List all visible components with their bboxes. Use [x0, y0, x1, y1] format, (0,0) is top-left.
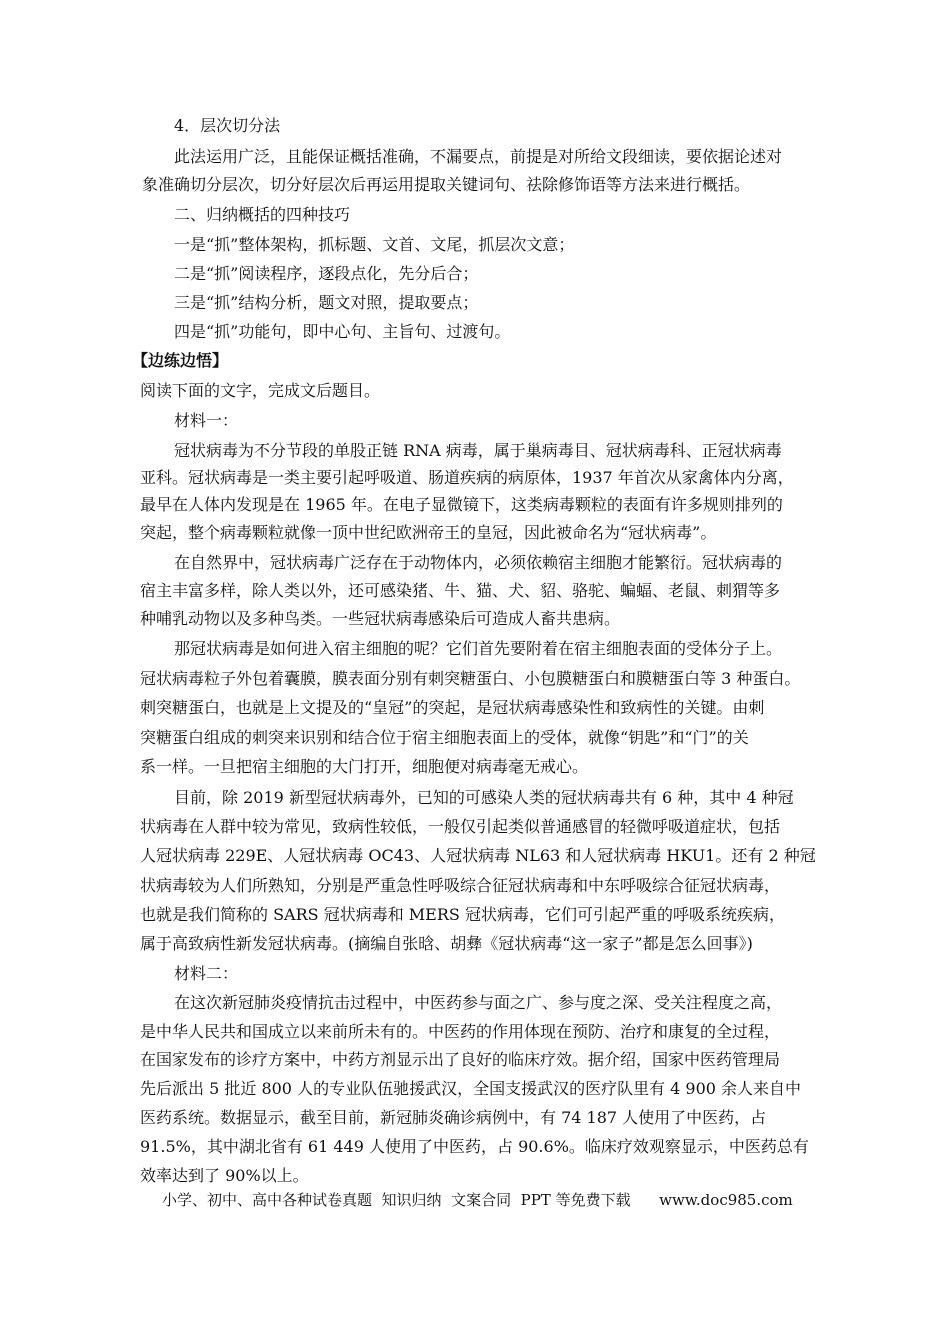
m1p4-line: 人冠状病毒 229E、人冠状病毒 OC43、人冠状病毒 NL63 和人冠状病毒 HKU1。还有 2 种冠	[140, 846, 816, 865]
m1p3-line: 突糖蛋白组成的刺突来识别和结合位于宿主细胞表面上的受体，就像“钥匙”和“门”的关	[140, 728, 749, 747]
m1p2-line: 在自然界中，冠状病毒广泛存在于动物体内，必须依赖宿主细胞才能繁衍。冠状病毒的	[174, 553, 783, 572]
m1p4-line: 状病毒在人群中较为常见，致病性较低，一般仅引起类似普通感冒的轻微呼吸道症状，包括	[140, 817, 781, 836]
m1p4-line: 目前，除 2019 新型冠状病毒外，已知的可感染人类的冠状病毒共有 6 种，其中 4 种冠	[174, 788, 794, 807]
techniques-heading: 二、归纳概括的四种技巧	[174, 205, 351, 224]
m2p1-line: 91.5%，其中湖北省有 61 449 人使用了中医药，占 90.6%。临床疗效观察显示，中医药总有	[140, 1137, 809, 1156]
m1p3-line: 那冠状病毒是如何进入宿主细胞的呢？它们首先要附着在宿主细胞表面的受体分子上。	[174, 639, 783, 658]
technique-item: 一是“抓”整体架构，抓标题、文首、文尾，抓层次文意；	[174, 235, 575, 254]
m1p1-line: 亚科。冠状病毒是一类主要引起呼吸道、肠道疾病的病原体，1937 年首次从家禽体内分离，	[140, 468, 794, 487]
material1-label: 材料一：	[174, 411, 239, 430]
technique-item: 三是“抓”结构分析，题文对照，提取要点；	[174, 293, 479, 312]
m1p4-line: 也就是我们简称的 SARS 冠状病毒和 MERS 冠状病毒，它们可引起严重的呼吸系统疾病，	[140, 905, 785, 924]
para1-line: 此法运用广泛，且能保证概括准确，不漏要点，前提是对所给文段细读，要依据论述对	[174, 147, 783, 166]
technique-item: 四是“抓”功能句，即中心句、主旨句、过渡句。	[174, 322, 511, 341]
m1p3-line: 刺突糖蛋白，也就是上文提及的“皇冠”的突起，是冠状病毒感染性和致病性的关键。由刺	[140, 698, 765, 717]
m1p3-line: 系一样。一旦把宿主细胞的大门打开，细胞便对病毒毫无戒心。	[140, 757, 589, 776]
m1p3-line: 冠状病毒粒子外包着囊膜，膜表面分别有刺突糖蛋白、小包膜糖蛋白和膜糖蛋白等 3 种蛋白。	[140, 669, 801, 688]
m2p1-line: 在国家发布的诊疗方案中，中药方剂显示出了良好的临床疗效。据介绍，国家中医药管理局	[140, 1050, 781, 1069]
m1p2-line: 种哺乳动物以及多种鸟类。一些冠状病毒感染后可造成人畜共患病。	[140, 609, 621, 628]
m1p4-line: 状病毒较为人们所熟知，分别是严重急性呼吸综合征冠状病毒和中东呼吸综合征冠状病毒，	[140, 876, 781, 895]
practice-heading: 【边练边悟】	[132, 351, 229, 370]
m1p4-line: 属于高致病性新发冠状病毒。(摘编自张晗、胡彝《冠状病毒“这一家子”都是怎么回事》)	[140, 934, 753, 953]
material2-label: 材料二：	[174, 964, 239, 983]
para1-line: 象准确切分层次，切分好层次后再运用提取关键词句、祛除修饰语等方法来进行概括。	[142, 175, 751, 194]
m1p2-line: 宿主丰富多样，除人类以外，还可感染猪、牛、猫、犬、貂、骆驼、蝙蝠、老鼠、刺猬等多	[140, 581, 781, 600]
m2p1-line: 是中华人民共和国成立以来前所未有的。中医药的作用体现在预防、治疗和康复的全过程，	[140, 1022, 781, 1041]
m1p1-line: 最早在人体内发现是在 1965 年。在电子显微镜下，这类病毒颗粒的表面有许多规则排列的	[140, 495, 783, 514]
page-footer: 小学、初中、高中各种试卷真题 知识归纳 文案合同 PPT 等免费下载 www.doc985.com	[162, 1191, 793, 1209]
m2p1-line: 效率达到了 90%以上。	[140, 1166, 309, 1185]
technique-item: 二是“抓”阅读程序，逐段点化，先分后合；	[174, 264, 479, 283]
m1p1-line: 冠状病毒为不分节段的单股正链 RNA 病毒，属于巢病毒目、冠状病毒科、正冠状病毒	[174, 441, 782, 460]
m2p1-line: 医药系统。数据显示，截至目前，新冠肺炎确诊病例中，有 74 187 人使用了中医药，占	[140, 1108, 767, 1127]
m2p1-line: 在这次新冠肺炎疫情抗击过程中，中医药参与面之广、参与度之深、受关注程度之高，	[174, 993, 783, 1012]
m1p1-line: 突起，整个病毒颗粒就像一顶中世纪欧洲帝王的皇冠，因此被命名为“冠状病毒”。	[140, 523, 717, 542]
section-heading: 4．层次切分法	[174, 116, 281, 135]
m2p1-line: 先后派出 5 批近 800 人的专业队伍驰援武汉，全国支援武汉的医疗队里有 4 900 余人来自中	[140, 1079, 802, 1098]
instruction-text: 阅读下面的文字，完成文后题目。	[140, 381, 381, 400]
